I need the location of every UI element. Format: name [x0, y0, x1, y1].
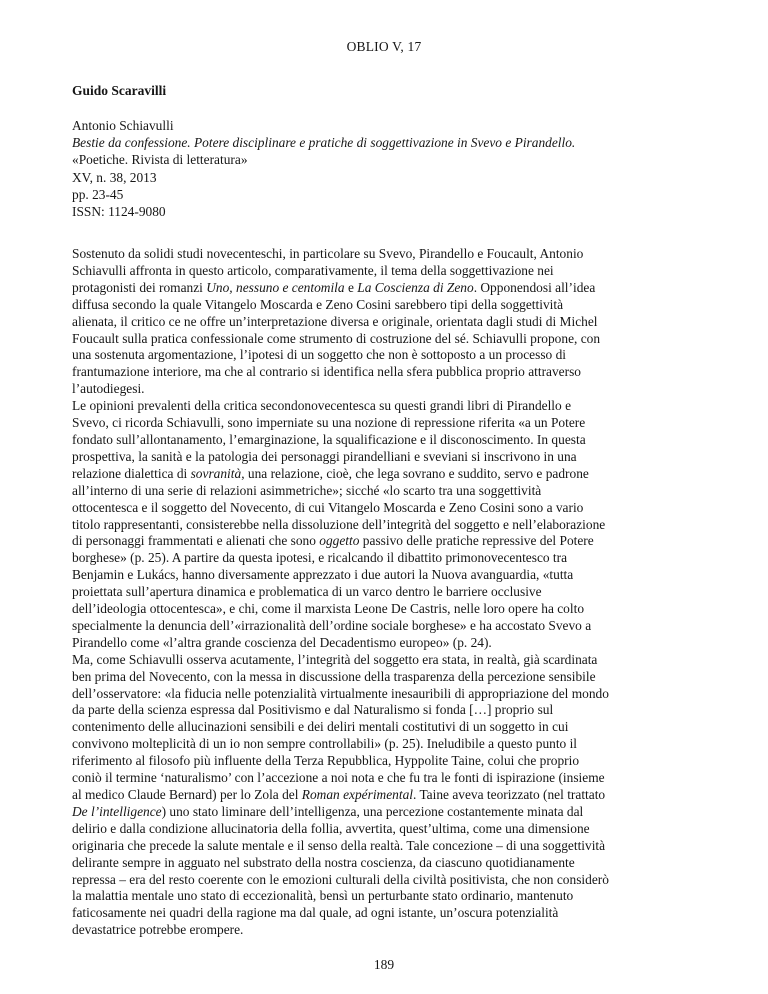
text-segment: diffusa secondo la quale Vitangelo Moscarda e Zeno Cosini sarebbero tipi della soggettività: [72, 296, 564, 312]
text-segment: Schiavulli affronta in questo articolo, comparativamente, il tema della soggettivazione nei: [72, 262, 554, 278]
text-segment: borghese» (p. 25). A partire da questa ipotesi, e ricalcando il dibattito primonovecentesco tra: [72, 550, 568, 566]
text-segment: , una relazione, cioè, che lega sovrano e suddito, servo e padrone: [241, 465, 589, 481]
italic-text-segment: sovranità: [190, 465, 242, 481]
reviewer-name: Guido Scaravilli: [72, 83, 167, 98]
text-line: [72, 314, 712, 331]
text-line: [72, 186, 712, 203]
text-line: [72, 669, 712, 686]
text-segment: prospettiva, la sanità e la patologia dei personaggi pirandelliani e sveviani si inscrivono in una: [72, 448, 577, 464]
bibliographic-block: [72, 117, 712, 220]
text-segment: Le opinioni prevalenti della critica secondonovecentesca su questi grandi libri di Pirandello e: [72, 398, 572, 414]
text-line: [72, 331, 712, 348]
text-line: [72, 203, 712, 220]
italic-text-segment: oggetto: [319, 533, 360, 549]
text-line: [72, 652, 712, 669]
text-line: [72, 753, 712, 770]
text-segment: passivo delle pratiche repressive del Potere: [359, 533, 594, 549]
text-line: [72, 601, 712, 618]
text-segment: al medico Claude Bernard) per lo Zola del: [72, 787, 302, 802]
text-segment: ben prima del Novecento, con la messa in discussione della trasparenza della percezione sensibile: [72, 668, 596, 684]
text-line: [72, 415, 712, 432]
text-segment: all’interno di una serie di relazioni asimmetriche»; sicché «lo scarto tra una soggettività: [72, 482, 542, 498]
text-line: [72, 280, 712, 297]
text-segment: proiettata sull’apertura dinamica e problematica di un varco dentro le barriere occlusive: [72, 584, 542, 600]
text-segment: originaria che precede la salute mentale e il senso della realtà. Tale concezione – di una soggettività: [72, 837, 606, 853]
text-line: [72, 719, 712, 736]
text-line: [72, 364, 712, 381]
text-segment: ottocentesca e il soggetto del Novecento, di cui Vitangelo Moscarda e Zeno Cosini sono a vario: [72, 499, 584, 515]
text-segment: titolo rappresentanti, consisterebbe nella dissoluzione dell’integrità del soggetto e nell’elaborazione: [72, 516, 606, 532]
text-segment: ISSN: 1124-9080: [72, 204, 166, 220]
body-text: [72, 246, 712, 939]
paragraph: [72, 246, 712, 398]
text-segment: Benjamin e Lukács, hanno diversamente apprezzato i due autori la Nuova avanguardia, «tutta: [72, 567, 574, 583]
text-line: [72, 500, 712, 517]
text-segment: frantumazione interiore, ma che al contrario si identifica nella sfera pubblica proprio attraverso: [72, 364, 581, 380]
text-line: [72, 432, 712, 449]
text-line: [72, 686, 712, 703]
text-line: [72, 483, 712, 500]
text-line: [72, 169, 712, 186]
text-segment: Sostenuto da solidi studi novecenteschi, in particolare su Svevo, Pirandello e Foucault, Antonio: [72, 246, 584, 261]
text-line: [72, 905, 712, 922]
text-segment: specialmente la denuncia dell’«irrazionalità dell’ordine sociale borghese» e ha accostato Svevo a: [72, 617, 592, 633]
text-line: [72, 804, 712, 821]
paragraph: [72, 652, 712, 939]
text-line: [72, 922, 712, 939]
text-segment: la malattia mentale uno stato di eccezionalità, bensì un perturbante stato ordinario, mantenuto: [72, 888, 574, 904]
text-line: [72, 872, 712, 889]
text-line: [72, 618, 712, 635]
text-line: [72, 770, 712, 787]
text-line: [72, 821, 712, 838]
text-segment: Antonio Schiavulli: [72, 118, 174, 133]
text-segment: ) uno stato liminare dell’intelligenza, una percezione costantemente minata dal: [161, 803, 584, 819]
text-line: [72, 736, 712, 753]
text-line: [72, 567, 712, 584]
text-line: [72, 449, 712, 466]
text-segment: «Poetiche. Rivista di letteratura»: [72, 152, 248, 168]
text-line: [72, 134, 712, 151]
text-line: [72, 117, 712, 134]
text-segment: coniò il termine ‘naturalismo’ con l’accezione a noi nota e che fu tra le fonti di ispirazione (insieme: [72, 770, 605, 786]
paragraph: [72, 398, 712, 652]
text-line: [72, 398, 712, 415]
italic-text-segment: Roman expérimental: [301, 787, 413, 802]
text-line: [72, 838, 712, 855]
text-line: [72, 347, 712, 364]
text-segment: fondato sull’allontanamento, l’emarginazione, la squalificazione e il disconoscimento. In questa: [72, 431, 586, 447]
text-segment: . Opponendosi all’idea: [473, 279, 596, 295]
text-line: [72, 517, 712, 534]
text-segment: contenimento delle allucinazioni sensibili e dei deliri mentali costitutivi di un soggetto in cui: [72, 719, 569, 735]
text-segment: dell’ideologia ottocentesca», e chi, come il marxista Leone De Castris, nelle loro opere ha colto: [72, 601, 585, 617]
text-segment: repressa – era del resto coerente con le emozioni culturali della civiltà positivista, che non considerò: [72, 871, 609, 887]
text-segment: Pirandello come «l’altra grande coscienza del Decadentismo europeo» (p. 24).: [72, 634, 492, 650]
text-line: [72, 702, 712, 719]
text-segment: l’autodiegesi.: [72, 381, 145, 397]
text-segment: Svevo, ci ricorda Schiavulli, sono imperniate su una nozione di repressione riferita «a un Potere: [72, 415, 586, 431]
italic-text-segment: De l’intelligence: [72, 803, 162, 819]
page-number: 189: [373, 957, 395, 972]
text-line: [72, 381, 712, 398]
text-line: [72, 635, 712, 652]
text-line: [72, 888, 712, 905]
text-segment: e: [344, 279, 358, 295]
text-line: [72, 297, 712, 314]
text-segment: Foucault sulla pratica confessionale come strumento di costruzione del sé. Schiavulli propone, con: [72, 330, 601, 346]
text-line: [72, 533, 712, 550]
journal-header: OBLIO V, 17: [346, 39, 422, 54]
text-segment: . Taine aveva teorizzato (nel trattato: [412, 787, 606, 802]
text-segment: relazione dialettica di: [72, 465, 191, 481]
italic-text-segment: La Coscienza di Zeno: [357, 279, 474, 295]
text-segment: riferimento al filosofo più influente della Terza Repubblica, Hyppolite Taine, colui che proprio: [72, 753, 580, 769]
text-segment: delirante sempre in agguato nel substrato della nostra coscienza, da ciascuno quotidianamente: [72, 854, 575, 870]
text-segment: XV, n. 38, 2013: [72, 169, 157, 185]
text-segment: protagonisti dei romanzi: [72, 279, 207, 295]
text-segment: di personaggi frammentati e alienati che sono: [72, 533, 320, 549]
text-segment: convivono molteplicità di un io non sempre controllabili» (p. 25). Ineludibile a questo punto il: [72, 736, 578, 752]
italic-text-segment: Bestie da confessione. Potere disciplinare e pratiche di soggettivazione in Svevo e Pirandello.: [72, 135, 576, 151]
text-segment: una sostenuta argomentazione, l’ipotesi di un soggetto che non è sottoposto a un processo di: [72, 347, 566, 363]
text-segment: faticosamente nei quadri della ragione ma dal quale, ad ogni istante, un’oscura potenzialità: [72, 905, 559, 921]
text-line: [72, 787, 712, 804]
text-segment: delirio e dalla condizione allucinatoria della follia, avvertita, quest’ultima, come una dimensione: [72, 820, 590, 836]
text-line: [72, 466, 712, 483]
text-line: [72, 151, 712, 168]
text-segment: Ma, come Schiavulli osserva acutamente, l’integrità del soggetto era stata, in realtà, già scardinata: [72, 651, 598, 667]
text-line: [72, 263, 712, 280]
text-line: [72, 550, 712, 567]
text-segment: da parte della scienza espressa dal Positivismo e dal Naturalismo si fonda […] proprio sul: [72, 702, 554, 718]
text-line: [72, 855, 712, 872]
text-segment: alienata, il critico ce ne offre un’interpretazione diversa e originale, orientata dagli studi di Michel: [72, 313, 598, 329]
italic-text-segment: Uno, nessuno e centomila: [206, 279, 345, 295]
text-segment: dell’osservatore: «la fiducia nelle potenzialità virtualmente inesauribili di appropriazione del mondo: [72, 685, 609, 701]
text-line: [72, 246, 712, 263]
text-segment: devastatrice potrebbe erompere.: [72, 922, 244, 938]
text-line: [72, 584, 712, 601]
text-segment: pp. 23-45: [72, 186, 124, 202]
